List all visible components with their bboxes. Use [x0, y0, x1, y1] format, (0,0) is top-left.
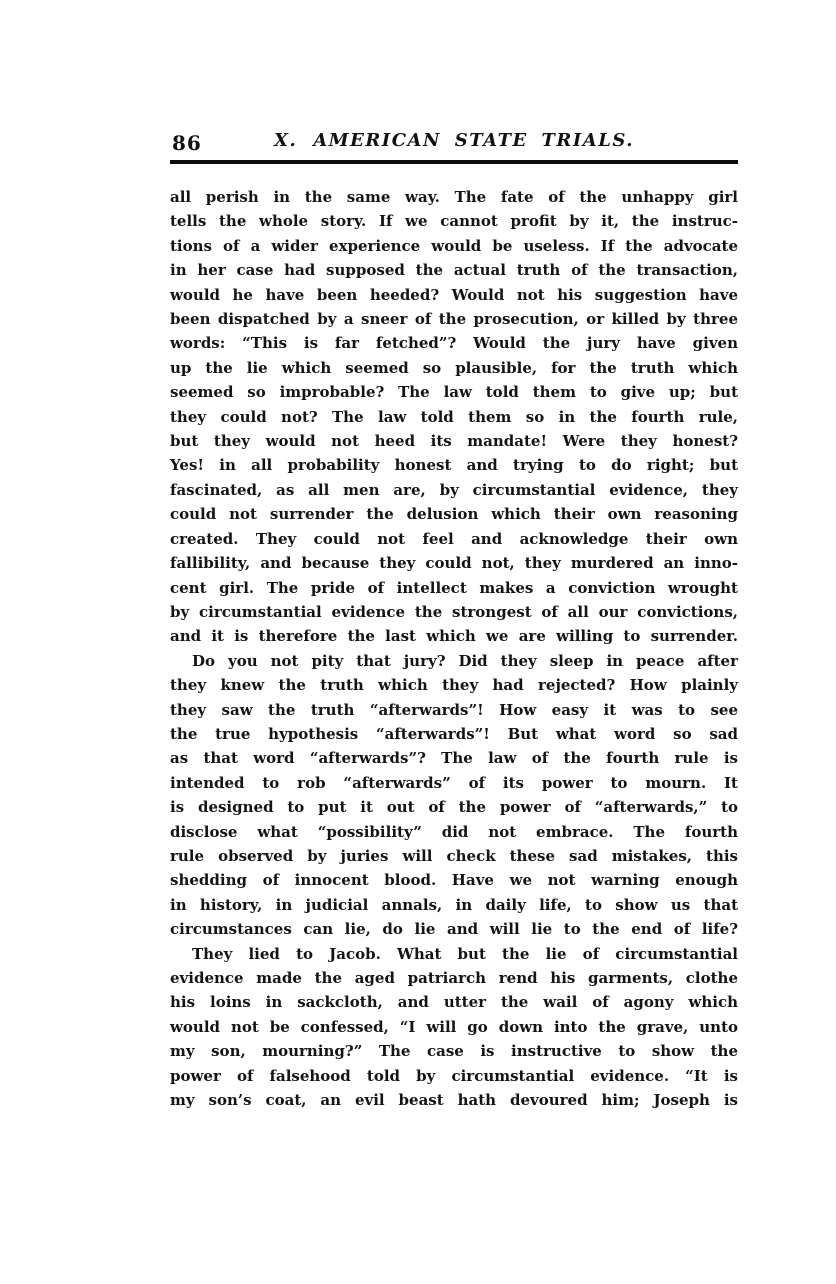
- text-line: and it is therefore the last which we are willing to surrender.: [170, 627, 738, 646]
- text-line: They lied to Jacob. What but the lie of circumstantial: [192, 944, 738, 963]
- text-line: rule observed by juries will check these sad mistakes, this: [170, 846, 738, 865]
- text-line: power of falsehood told by circumstantial evidence. “It is: [170, 1066, 738, 1085]
- paragraph: [170, 649, 738, 942]
- body-text: [170, 185, 738, 1112]
- text-line: as that word “afterwards”? The law of the fourth rule is: [170, 749, 738, 768]
- text-line: my son’s coat, an evil beast hath devoured him; Joseph is: [170, 1091, 738, 1110]
- text-line: by circumstantial evidence the strongest of all our convictions,: [170, 602, 738, 621]
- text-line: could not surrender the delusion which their own reasoning: [170, 505, 738, 524]
- text-line: circumstances can lie, do lie and will lie to the end of life?: [170, 920, 738, 939]
- text-line: his loins in sackcloth, and utter the wail of agony which: [170, 993, 738, 1012]
- running-title-text: AMERICAN STATE TRIALS.: [313, 130, 635, 151]
- text-line: they could not? The law told them so in the fourth rule,: [170, 407, 738, 426]
- text-line: Yes! in all probability honest and trying to do right; but: [170, 456, 738, 475]
- text-line: evidence made the aged patriarch rend his garments, clothe: [170, 969, 738, 987]
- text-column: [170, 130, 738, 1112]
- text-line: fallibility, and because they could not, they murdered an inno-: [170, 554, 738, 573]
- paragraph: [170, 185, 738, 649]
- text-line: shedding of innocent blood. Have we not warning enough: [170, 871, 738, 890]
- text-line: the true hypothesis “afterwards”! But what word so sad: [170, 724, 738, 743]
- text-line: they knew the truth which they had rejected? How plainly: [170, 676, 738, 695]
- header-rule: [170, 160, 738, 164]
- text-line: up the lie which seemed so plausible, for the truth which: [170, 358, 738, 377]
- text-line: my son, mourning?” The case is instructive to show the: [170, 1042, 738, 1061]
- text-line: tells the whole story. If we cannot profit by it, the instruc-: [170, 212, 738, 231]
- page-header: [170, 130, 738, 156]
- text-line: would not be confessed, “I will go down into the grave, unto: [170, 1017, 738, 1036]
- chapter-numeral: X.: [273, 130, 298, 151]
- text-line: disclose what “possibility” did not embrace. The fourth: [170, 822, 738, 841]
- paragraph: [170, 942, 738, 1113]
- text-line: tions of a wider experience would be useless. If the advocate: [170, 236, 738, 255]
- text-line: Do you not pity that jury? Did they sleep in peace after: [192, 651, 738, 670]
- text-line: intended to rob “afterwards” of its power to mourn. It: [170, 773, 738, 792]
- text-line: in her case had supposed the actual truth of the transaction,: [170, 261, 738, 280]
- text-line: they saw the truth “afterwards”! How easy it was to see: [170, 700, 738, 719]
- text-line: fascinated, as all men are, by circumstantial evidence, they: [170, 480, 738, 499]
- text-line: created. They could not feel and acknowledge their own: [170, 529, 738, 548]
- text-line: would he have been heeded? Would not his suggestion have: [170, 285, 738, 304]
- text-line: cent girl. The pride of intellect makes a conviction wrought: [170, 578, 738, 597]
- text-line: words: “This is far fetched”? Would the jury have given: [170, 334, 738, 353]
- text-line: been dispatched by a sneer of the prosecution, or killed by three: [170, 310, 738, 329]
- text-line: is designed to put it out of the power of “afterwards,” to: [170, 798, 738, 817]
- page-number: 86: [172, 131, 202, 155]
- text-line: in history, in judicial annals, in daily life, to show us that: [170, 895, 738, 914]
- text-line: seemed so improbable? The law told them to give up; but: [170, 383, 738, 402]
- text-line: all perish in the same way. The fate of the unhappy girl: [170, 188, 738, 206]
- text-line: but they would not heed its mandate! Were they honest?: [170, 432, 738, 451]
- running-title: [170, 130, 738, 151]
